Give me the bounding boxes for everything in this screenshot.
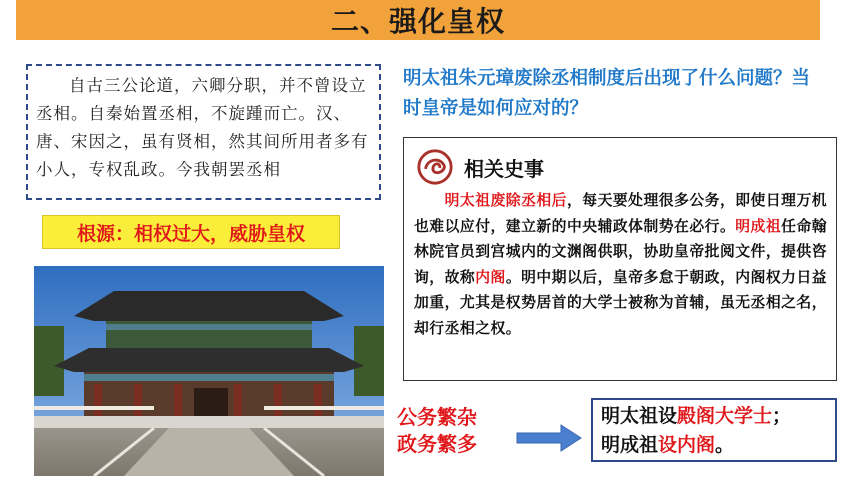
quote-box [26, 64, 381, 200]
history-heading: 相关史事 [464, 156, 544, 181]
history-box [403, 137, 837, 381]
result-1-prefix: 明太祖设 [601, 405, 678, 427]
result-line-1 [601, 402, 827, 431]
history-text [414, 188, 828, 341]
result-1-suffix: ； [772, 405, 792, 427]
scroll-emblem-icon [416, 148, 454, 186]
palace-photo [34, 266, 384, 476]
history-emph-2: 明成祖 [735, 217, 782, 235]
history-emph-3: 内阁 [475, 268, 506, 286]
quote-text: 自古三公论道，六卿分职，并不曾设立丞相。自秦始置丞相，不旋踵而亡。汉、唐、宋因之，虽有贤相，然其间所用者多有小人，专权乱政。今我朝罢丞相 [36, 76, 369, 179]
result-1-emph: 殿阁大学士 [677, 405, 773, 427]
history-seg-2: ，每天要处理很多公务，即使日理万机也难以应付，建立新的中央辅政体制势在必行。 [414, 192, 828, 235]
right-arrow-icon [515, 423, 583, 453]
side-label-2: 政务繁多 [397, 432, 477, 456]
palace-illustration [34, 266, 384, 476]
result-box [591, 398, 837, 462]
result-2-emph: 设内阁 [658, 434, 716, 456]
root-cause-label: 根源：相权过大，威胁皇权 [42, 215, 340, 249]
result-line-2 [601, 431, 827, 460]
question-text: 明太祖朱元璋废除丞相制度后出现了什么问题？当时皇帝是如何应对的？ [403, 68, 811, 119]
history-header [416, 148, 544, 186]
result-2-prefix: 明成祖 [601, 434, 659, 456]
history-seg-4: 任命翰林院官员到宫城内的文渊阁供职，协助皇帝批阅文件，提供咨询，故称 [414, 217, 828, 286]
page-title: 二、强化皇权 [330, 5, 505, 38]
title-bar [16, 0, 820, 40]
history-seg-6: 。明中期以后，皇帝多怠于朝政，内阁权力日益加重，尤其是权势居首的大学士被称为首辅，虽无丞相之名，却行丞相之权。 [414, 268, 828, 337]
side-labels [397, 404, 477, 458]
history-emph-1: 明太祖废除丞相后 [444, 192, 567, 209]
result-2-suffix: 。 [715, 434, 735, 456]
side-label-1: 公务繁杂 [397, 405, 477, 429]
